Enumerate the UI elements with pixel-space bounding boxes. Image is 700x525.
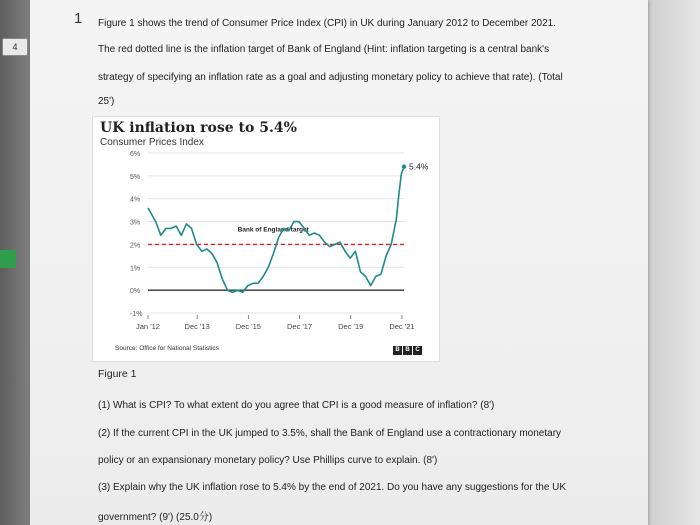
figure-source: Source: Office for National Statistics: [115, 345, 219, 352]
bbc-logo-letter: B: [403, 346, 412, 355]
x-tick-label: Dec '21: [389, 322, 415, 331]
question-text-line-2: The red dotted line is the inflation target of Bank of England (Hint: inflation targeting is a central bank's: [98, 44, 550, 55]
y-tick-label: 2%: [130, 242, 141, 250]
x-tick-label: Jan '12: [136, 322, 160, 331]
figure-title: UK inflation rose to 5.4%: [100, 120, 297, 136]
task-2-line-2: policy or an expansionary monetary policy? Use Phillips curve to explain. (8'): [98, 455, 438, 466]
page-tab[interactable]: 4: [2, 38, 28, 56]
task-3-line-2: government? (9') (25.0分): [98, 512, 213, 523]
cpi-line-chart: [93, 117, 439, 361]
task-2-line-1: (2) If the current CPI in the UK jumped to 3.5%, shall the Bank of England use a contractionary monetary: [98, 428, 562, 439]
x-tick-label: Dec '15: [235, 322, 261, 331]
question-text-line-4: 25'): [98, 96, 115, 107]
end-value-label: 5.4%: [409, 161, 429, 172]
figure-subtitle: Consumer Prices Index: [100, 137, 204, 148]
target-label: Bank of England target: [237, 226, 309, 234]
document-page: [30, 0, 648, 525]
right-screen-strip: [648, 0, 700, 525]
question-text-line-3: strategy of specifying an inflation rate as a goal and adjusting monetary policy to achieve that rate). (Total: [98, 72, 563, 83]
task-3-line-1: (3) Explain why the UK inflation rose to 5.4% by the end of 2021. Do you have any suggestions for the UK: [98, 482, 567, 493]
bbc-logo-letter: B: [393, 346, 402, 355]
y-tick-label: 6%: [130, 151, 141, 158]
green-indicator: [0, 250, 16, 268]
y-tick-label: -1%: [130, 311, 143, 318]
x-tick-label: Dec '17: [286, 322, 313, 331]
task-1: (1) What is CPI? To what extent do you agree that CPI is a good measure of inflation? (8'): [98, 400, 495, 411]
x-tick-label: Dec '13: [184, 322, 210, 331]
left-screen-strip: [0, 0, 30, 525]
question-text-line-1: Figure 1 shows the trend of Consumer Price Index (CPI) in UK during January 2012 to December 2021.: [98, 18, 557, 29]
y-tick-label: 3%: [130, 219, 141, 227]
y-tick-label: 4%: [130, 196, 141, 204]
x-tick-label: Dec '19: [338, 322, 364, 331]
bbc-logo: [393, 346, 422, 355]
end-point: [402, 165, 406, 169]
figure-caption: Figure 1: [98, 368, 137, 380]
cpi-figure: [92, 116, 440, 362]
y-tick-label: 0%: [130, 288, 141, 296]
y-tick-label: 1%: [130, 265, 141, 273]
bbc-logo-letter: C: [413, 346, 422, 355]
question-number: 1: [74, 10, 83, 27]
y-tick-label: 5%: [130, 173, 141, 181]
